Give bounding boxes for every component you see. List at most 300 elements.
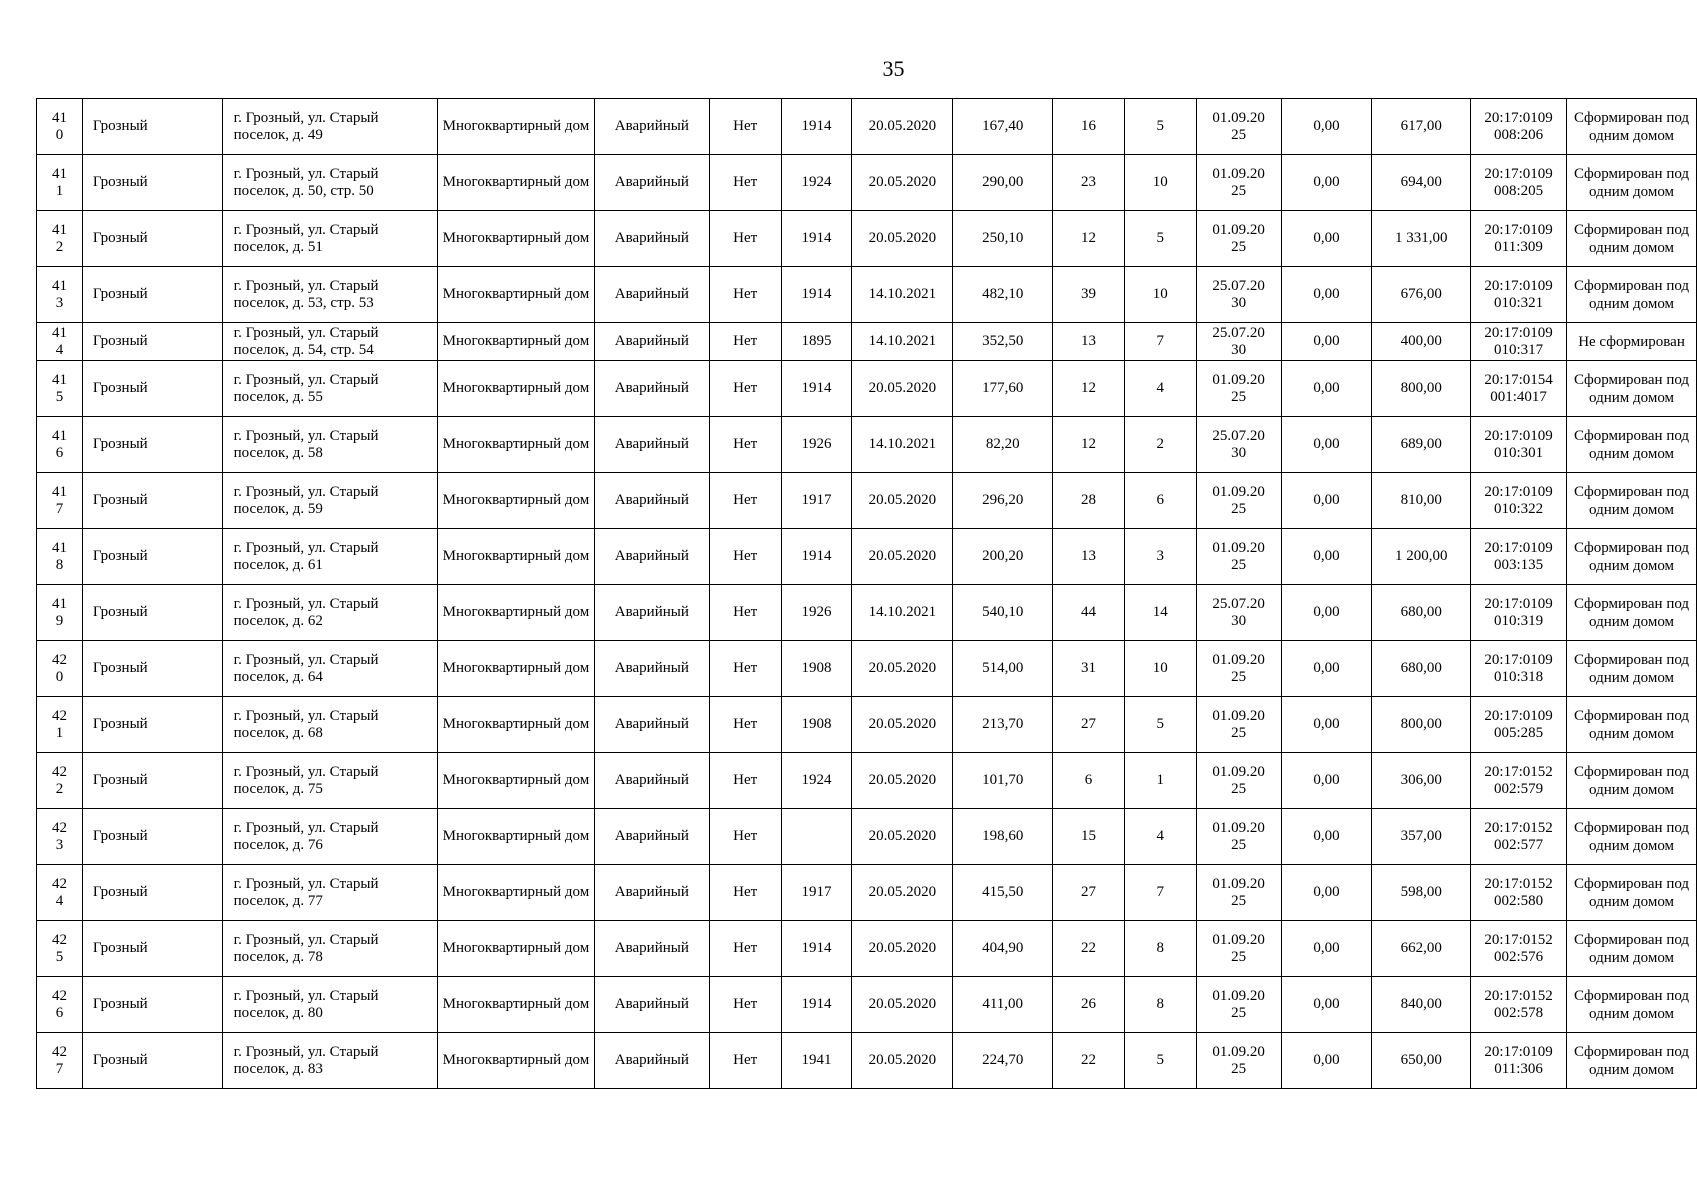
residents-cell: 31	[1053, 641, 1125, 697]
area-cell: 101,70	[953, 753, 1053, 809]
city-cell: Грозный	[82, 473, 222, 529]
recognition-date-cell: 20.05.2020	[852, 641, 953, 697]
area-cell: 224,70	[953, 1033, 1053, 1089]
flag-cell: Нет	[709, 865, 781, 921]
table-row	[37, 1033, 1697, 1089]
flag-cell: Нет	[709, 809, 781, 865]
building-type-cell: Многоквартирный дом	[438, 977, 595, 1033]
land-status-cell: Не сформирован	[1567, 323, 1697, 361]
city-cell: Грозный	[82, 211, 222, 267]
condition-cell: Аварийный	[594, 921, 709, 977]
address-cell: г. Грозный, ул. Старый поселок, д. 61	[222, 529, 437, 585]
flag-cell: Нет	[709, 155, 781, 211]
area-cell: 514,00	[953, 641, 1053, 697]
residents-cell: 28	[1053, 473, 1125, 529]
area-cell: 482,10	[953, 267, 1053, 323]
residents-cell: 39	[1053, 267, 1125, 323]
units-cell: 6	[1124, 473, 1196, 529]
flag-cell: Нет	[709, 529, 781, 585]
cadastral-number-cell: 20:17:0109 010:317	[1471, 323, 1567, 361]
units-cell: 10	[1124, 267, 1196, 323]
condition-cell: Аварийный	[594, 753, 709, 809]
land-status-cell: Сформирован под одним домом	[1567, 473, 1697, 529]
table-row	[37, 211, 1697, 267]
address-cell: г. Грозный, ул. Старый поселок, д. 59	[222, 473, 437, 529]
housing-register-table	[36, 98, 1697, 1089]
recognition-date-cell: 20.05.2020	[852, 1033, 953, 1089]
city-cell: Грозный	[82, 865, 222, 921]
table-row	[37, 323, 1697, 361]
land-area-cell: 676,00	[1372, 267, 1471, 323]
building-type-cell: Многоквартирный дом	[438, 697, 595, 753]
area-cell: 352,50	[953, 323, 1053, 361]
building-type-cell: Многоквартирный дом	[438, 809, 595, 865]
condition-cell: Аварийный	[594, 809, 709, 865]
city-cell: Грозный	[82, 529, 222, 585]
land-status-cell: Сформирован под одним домом	[1567, 417, 1697, 473]
units-cell: 7	[1124, 865, 1196, 921]
land-area-cell: 662,00	[1372, 921, 1471, 977]
value-cell: 0,00	[1281, 529, 1372, 585]
land-area-cell: 400,00	[1372, 323, 1471, 361]
land-status-cell: Сформирован под одним домом	[1567, 753, 1697, 809]
relocation-deadline-cell: 25.07.20 30	[1196, 585, 1281, 641]
table-row	[37, 417, 1697, 473]
land-status-cell: Сформирован под одним домом	[1567, 361, 1697, 417]
row-number-cell: 42 0	[37, 641, 83, 697]
recognition-date-cell: 20.05.2020	[852, 361, 953, 417]
units-cell: 5	[1124, 211, 1196, 267]
units-cell: 5	[1124, 1033, 1196, 1089]
cadastral-number-cell: 20:17:0109 003:135	[1471, 529, 1567, 585]
land-area-cell: 1 200,00	[1372, 529, 1471, 585]
value-cell: 0,00	[1281, 641, 1372, 697]
address-cell: г. Грозный, ул. Старый поселок, д. 51	[222, 211, 437, 267]
units-cell: 4	[1124, 361, 1196, 417]
land-status-cell: Сформирован под одним домом	[1567, 585, 1697, 641]
row-number-cell: 41 5	[37, 361, 83, 417]
residents-cell: 16	[1053, 99, 1125, 155]
table-row	[37, 267, 1697, 323]
relocation-deadline-cell: 01.09.20 25	[1196, 641, 1281, 697]
row-number-cell: 41 8	[37, 529, 83, 585]
city-cell: Грозный	[82, 753, 222, 809]
residents-cell: 27	[1053, 697, 1125, 753]
value-cell: 0,00	[1281, 1033, 1372, 1089]
table-row	[37, 585, 1697, 641]
cadastral-number-cell: 20:17:0109 005:285	[1471, 697, 1567, 753]
row-number-cell: 42 4	[37, 865, 83, 921]
flag-cell: Нет	[709, 921, 781, 977]
table-row	[37, 753, 1697, 809]
building-type-cell: Многоквартирный дом	[438, 865, 595, 921]
build-year-cell: 1908	[781, 641, 852, 697]
land-area-cell: 694,00	[1372, 155, 1471, 211]
units-cell: 10	[1124, 155, 1196, 211]
cadastral-number-cell: 20:17:0109 010:301	[1471, 417, 1567, 473]
land-status-cell: Сформирован под одним домом	[1567, 865, 1697, 921]
recognition-date-cell: 20.05.2020	[852, 529, 953, 585]
table-row	[37, 697, 1697, 753]
row-number-cell: 41 9	[37, 585, 83, 641]
flag-cell: Нет	[709, 267, 781, 323]
area-cell: 198,60	[953, 809, 1053, 865]
units-cell: 3	[1124, 529, 1196, 585]
building-type-cell: Многоквартирный дом	[438, 529, 595, 585]
address-cell: г. Грозный, ул. Старый поселок, д. 68	[222, 697, 437, 753]
relocation-deadline-cell: 25.07.20 30	[1196, 323, 1281, 361]
cadastral-number-cell: 20:17:0154 001:4017	[1471, 361, 1567, 417]
land-area-cell: 598,00	[1372, 865, 1471, 921]
city-cell: Грозный	[82, 323, 222, 361]
land-area-cell: 650,00	[1372, 1033, 1471, 1089]
recognition-date-cell: 20.05.2020	[852, 99, 953, 155]
cadastral-number-cell: 20:17:0109 011:309	[1471, 211, 1567, 267]
table-row	[37, 921, 1697, 977]
address-cell: г. Грозный, ул. Старый поселок, д. 76	[222, 809, 437, 865]
residents-cell: 15	[1053, 809, 1125, 865]
condition-cell: Аварийный	[594, 641, 709, 697]
row-number-cell: 41 7	[37, 473, 83, 529]
flag-cell: Нет	[709, 697, 781, 753]
table-row	[37, 473, 1697, 529]
row-number-cell: 41 6	[37, 417, 83, 473]
relocation-deadline-cell: 01.09.20 25	[1196, 921, 1281, 977]
value-cell: 0,00	[1281, 865, 1372, 921]
units-cell: 5	[1124, 99, 1196, 155]
recognition-date-cell: 14.10.2021	[852, 585, 953, 641]
land-status-cell: Сформирован под одним домом	[1567, 155, 1697, 211]
cadastral-number-cell: 20:17:0152 002:577	[1471, 809, 1567, 865]
building-type-cell: Многоквартирный дом	[438, 99, 595, 155]
land-status-cell: Сформирован под одним домом	[1567, 809, 1697, 865]
building-type-cell: Многоквартирный дом	[438, 267, 595, 323]
table-row	[37, 155, 1697, 211]
table-row	[37, 641, 1697, 697]
units-cell: 4	[1124, 809, 1196, 865]
flag-cell: Нет	[709, 753, 781, 809]
relocation-deadline-cell: 25.07.20 30	[1196, 267, 1281, 323]
relocation-deadline-cell: 01.09.20 25	[1196, 809, 1281, 865]
building-type-cell: Многоквартирный дом	[438, 211, 595, 267]
condition-cell: Аварийный	[594, 1033, 709, 1089]
residents-cell: 22	[1053, 921, 1125, 977]
building-type-cell: Многоквартирный дом	[438, 585, 595, 641]
residents-cell: 22	[1053, 1033, 1125, 1089]
build-year-cell: 1914	[781, 977, 852, 1033]
value-cell: 0,00	[1281, 155, 1372, 211]
flag-cell: Нет	[709, 1033, 781, 1089]
residents-cell: 44	[1053, 585, 1125, 641]
land-status-cell: Сформирован под одним домом	[1567, 267, 1697, 323]
value-cell: 0,00	[1281, 753, 1372, 809]
address-cell: г. Грозный, ул. Старый поселок, д. 77	[222, 865, 437, 921]
city-cell: Грозный	[82, 417, 222, 473]
row-number-cell: 41 3	[37, 267, 83, 323]
address-cell: г. Грозный, ул. Старый поселок, д. 80	[222, 977, 437, 1033]
value-cell: 0,00	[1281, 697, 1372, 753]
build-year-cell: 1914	[781, 529, 852, 585]
land-status-cell: Сформирован под одним домом	[1567, 921, 1697, 977]
area-cell: 82,20	[953, 417, 1053, 473]
address-cell: г. Грозный, ул. Старый поселок, д. 75	[222, 753, 437, 809]
residents-cell: 12	[1053, 417, 1125, 473]
flag-cell: Нет	[709, 585, 781, 641]
condition-cell: Аварийный	[594, 865, 709, 921]
units-cell: 7	[1124, 323, 1196, 361]
flag-cell: Нет	[709, 977, 781, 1033]
flag-cell: Нет	[709, 99, 781, 155]
area-cell: 404,90	[953, 921, 1053, 977]
recognition-date-cell: 20.05.2020	[852, 697, 953, 753]
residents-cell: 12	[1053, 361, 1125, 417]
table-row	[37, 529, 1697, 585]
condition-cell: Аварийный	[594, 585, 709, 641]
area-cell: 167,40	[953, 99, 1053, 155]
relocation-deadline-cell: 25.07.20 30	[1196, 417, 1281, 473]
condition-cell: Аварийный	[594, 977, 709, 1033]
building-type-cell: Многоквартирный дом	[438, 417, 595, 473]
relocation-deadline-cell: 01.09.20 25	[1196, 697, 1281, 753]
table-row	[37, 977, 1697, 1033]
area-cell: 415,50	[953, 865, 1053, 921]
land-area-cell: 617,00	[1372, 99, 1471, 155]
units-cell: 10	[1124, 641, 1196, 697]
row-number-cell: 41 1	[37, 155, 83, 211]
area-cell: 213,70	[953, 697, 1053, 753]
condition-cell: Аварийный	[594, 697, 709, 753]
city-cell: Грозный	[82, 155, 222, 211]
cadastral-number-cell: 20:17:0152 002:576	[1471, 921, 1567, 977]
land-area-cell: 810,00	[1372, 473, 1471, 529]
area-cell: 296,20	[953, 473, 1053, 529]
value-cell: 0,00	[1281, 921, 1372, 977]
build-year-cell: 1926	[781, 417, 852, 473]
city-cell: Грозный	[82, 697, 222, 753]
relocation-deadline-cell: 01.09.20 25	[1196, 211, 1281, 267]
cadastral-number-cell: 20:17:0109 010:321	[1471, 267, 1567, 323]
land-area-cell: 357,00	[1372, 809, 1471, 865]
land-area-cell: 1 331,00	[1372, 211, 1471, 267]
relocation-deadline-cell: 01.09.20 25	[1196, 977, 1281, 1033]
land-status-cell: Сформирован под одним домом	[1567, 977, 1697, 1033]
build-year-cell: 1926	[781, 585, 852, 641]
address-cell: г. Грозный, ул. Старый поселок, д. 83	[222, 1033, 437, 1089]
condition-cell: Аварийный	[594, 473, 709, 529]
relocation-deadline-cell: 01.09.20 25	[1196, 155, 1281, 211]
residents-cell: 6	[1053, 753, 1125, 809]
area-cell: 177,60	[953, 361, 1053, 417]
land-area-cell: 840,00	[1372, 977, 1471, 1033]
residents-cell: 13	[1053, 529, 1125, 585]
build-year-cell: 1895	[781, 323, 852, 361]
relocation-deadline-cell: 01.09.20 25	[1196, 865, 1281, 921]
address-cell: г. Грозный, ул. Старый поселок, д. 62	[222, 585, 437, 641]
area-cell: 290,00	[953, 155, 1053, 211]
row-number-cell: 42 6	[37, 977, 83, 1033]
relocation-deadline-cell: 01.09.20 25	[1196, 753, 1281, 809]
value-cell: 0,00	[1281, 99, 1372, 155]
land-area-cell: 680,00	[1372, 585, 1471, 641]
land-status-cell: Сформирован под одним домом	[1567, 697, 1697, 753]
row-number-cell: 41 0	[37, 99, 83, 155]
recognition-date-cell: 14.10.2021	[852, 323, 953, 361]
flag-cell: Нет	[709, 361, 781, 417]
flag-cell: Нет	[709, 323, 781, 361]
residents-cell: 23	[1053, 155, 1125, 211]
building-type-cell: Многоквартирный дом	[438, 323, 595, 361]
recognition-date-cell: 20.05.2020	[852, 753, 953, 809]
build-year-cell: 1941	[781, 1033, 852, 1089]
address-cell: г. Грозный, ул. Старый поселок, д. 55	[222, 361, 437, 417]
address-cell: г. Грозный, ул. Старый поселок, д. 64	[222, 641, 437, 697]
value-cell: 0,00	[1281, 361, 1372, 417]
value-cell: 0,00	[1281, 267, 1372, 323]
table-row	[37, 865, 1697, 921]
recognition-date-cell: 20.05.2020	[852, 809, 953, 865]
city-cell: Грозный	[82, 361, 222, 417]
recognition-date-cell: 20.05.2020	[852, 977, 953, 1033]
flag-cell: Нет	[709, 417, 781, 473]
condition-cell: Аварийный	[594, 361, 709, 417]
row-number-cell: 41 4	[37, 323, 83, 361]
cadastral-number-cell: 20:17:0109 010:322	[1471, 473, 1567, 529]
build-year-cell: 1917	[781, 473, 852, 529]
value-cell: 0,00	[1281, 977, 1372, 1033]
building-type-cell: Многоквартирный дом	[438, 155, 595, 211]
recognition-date-cell: 20.05.2020	[852, 211, 953, 267]
relocation-deadline-cell: 01.09.20 25	[1196, 361, 1281, 417]
row-number-cell: 41 2	[37, 211, 83, 267]
recognition-date-cell: 20.05.2020	[852, 865, 953, 921]
land-status-cell: Сформирован под одним домом	[1567, 211, 1697, 267]
build-year-cell: 1917	[781, 865, 852, 921]
page-number: 35	[882, 56, 905, 81]
city-cell: Грозный	[82, 921, 222, 977]
value-cell: 0,00	[1281, 585, 1372, 641]
area-cell: 200,20	[953, 529, 1053, 585]
city-cell: Грозный	[82, 99, 222, 155]
table-row	[37, 99, 1697, 155]
build-year-cell: 1908	[781, 697, 852, 753]
relocation-deadline-cell: 01.09.20 25	[1196, 99, 1281, 155]
building-type-cell: Многоквартирный дом	[438, 1033, 595, 1089]
cadastral-number-cell: 20:17:0109 010:319	[1471, 585, 1567, 641]
condition-cell: Аварийный	[594, 155, 709, 211]
table-row	[37, 361, 1697, 417]
address-cell: г. Грозный, ул. Старый поселок, д. 78	[222, 921, 437, 977]
city-cell: Грозный	[82, 1033, 222, 1089]
building-type-cell: Многоквартирный дом	[438, 361, 595, 417]
address-cell: г. Грозный, ул. Старый поселок, д. 54, стр. 54	[222, 323, 437, 361]
condition-cell: Аварийный	[594, 211, 709, 267]
cadastral-number-cell: 20:17:0152 002:579	[1471, 753, 1567, 809]
city-cell: Грозный	[82, 977, 222, 1033]
row-number-cell: 42 5	[37, 921, 83, 977]
land-status-cell: Сформирован под одним домом	[1567, 641, 1697, 697]
cadastral-number-cell: 20:17:0109 010:318	[1471, 641, 1567, 697]
condition-cell: Аварийный	[594, 417, 709, 473]
cadastral-number-cell: 20:17:0109 008:206	[1471, 99, 1567, 155]
area-cell: 540,10	[953, 585, 1053, 641]
build-year-cell: 1914	[781, 211, 852, 267]
flag-cell: Нет	[709, 211, 781, 267]
cadastral-number-cell: 20:17:0109 011:306	[1471, 1033, 1567, 1089]
build-year-cell: 1924	[781, 155, 852, 211]
condition-cell: Аварийный	[594, 323, 709, 361]
land-status-cell: Сформирован под одним домом	[1567, 529, 1697, 585]
area-cell: 250,10	[953, 211, 1053, 267]
value-cell: 0,00	[1281, 417, 1372, 473]
relocation-deadline-cell: 01.09.20 25	[1196, 473, 1281, 529]
address-cell: г. Грозный, ул. Старый поселок, д. 53, стр. 53	[222, 267, 437, 323]
row-number-cell: 42 7	[37, 1033, 83, 1089]
units-cell: 8	[1124, 921, 1196, 977]
land-area-cell: 306,00	[1372, 753, 1471, 809]
land-area-cell: 689,00	[1372, 417, 1471, 473]
city-cell: Грозный	[82, 641, 222, 697]
build-year-cell: 1914	[781, 361, 852, 417]
build-year-cell: 1914	[781, 267, 852, 323]
residents-cell: 12	[1053, 211, 1125, 267]
row-number-cell: 42 2	[37, 753, 83, 809]
units-cell: 8	[1124, 977, 1196, 1033]
units-cell: 1	[1124, 753, 1196, 809]
land-area-cell: 800,00	[1372, 697, 1471, 753]
recognition-date-cell: 20.05.2020	[852, 155, 953, 211]
value-cell: 0,00	[1281, 211, 1372, 267]
city-cell: Грозный	[82, 585, 222, 641]
land-area-cell: 680,00	[1372, 641, 1471, 697]
build-year-cell: 1914	[781, 99, 852, 155]
value-cell: 0,00	[1281, 473, 1372, 529]
row-number-cell: 42 1	[37, 697, 83, 753]
land-area-cell: 800,00	[1372, 361, 1471, 417]
build-year-cell: 1924	[781, 753, 852, 809]
address-cell: г. Грозный, ул. Старый поселок, д. 49	[222, 99, 437, 155]
recognition-date-cell: 20.05.2020	[852, 473, 953, 529]
condition-cell: Аварийный	[594, 99, 709, 155]
land-status-cell: Сформирован под одним домом	[1567, 99, 1697, 155]
units-cell: 5	[1124, 697, 1196, 753]
relocation-deadline-cell: 01.09.20 25	[1196, 1033, 1281, 1089]
flag-cell: Нет	[709, 641, 781, 697]
building-type-cell: Многоквартирный дом	[438, 921, 595, 977]
build-year-cell: 1914	[781, 921, 852, 977]
cadastral-number-cell: 20:17:0152 002:580	[1471, 865, 1567, 921]
city-cell: Грозный	[82, 809, 222, 865]
recognition-date-cell: 14.10.2021	[852, 417, 953, 473]
building-type-cell: Многоквартирный дом	[438, 753, 595, 809]
units-cell: 2	[1124, 417, 1196, 473]
residents-cell: 13	[1053, 323, 1125, 361]
cadastral-number-cell: 20:17:0109 008:205	[1471, 155, 1567, 211]
condition-cell: Аварийный	[594, 267, 709, 323]
land-status-cell: Сформирован под одним домом	[1567, 1033, 1697, 1089]
address-cell: г. Грозный, ул. Старый поселок, д. 50, стр. 50	[222, 155, 437, 211]
recognition-date-cell: 20.05.2020	[852, 921, 953, 977]
residents-cell: 27	[1053, 865, 1125, 921]
address-cell: г. Грозный, ул. Старый поселок, д. 58	[222, 417, 437, 473]
build-year-cell	[781, 809, 852, 865]
row-number-cell: 42 3	[37, 809, 83, 865]
residents-cell: 26	[1053, 977, 1125, 1033]
cadastral-number-cell: 20:17:0152 002:578	[1471, 977, 1567, 1033]
units-cell: 14	[1124, 585, 1196, 641]
city-cell: Грозный	[82, 267, 222, 323]
building-type-cell: Многоквартирный дом	[438, 641, 595, 697]
building-type-cell: Многоквартирный дом	[438, 473, 595, 529]
